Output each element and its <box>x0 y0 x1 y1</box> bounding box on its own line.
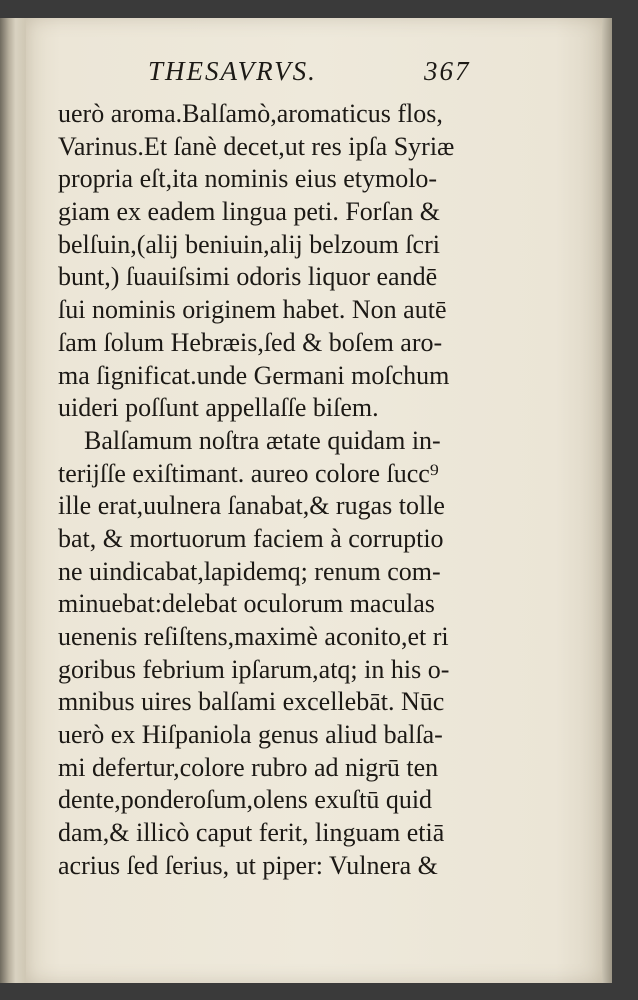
text-line: ſam ſolum Hebræis,ſed & boſem aro- <box>58 327 443 357</box>
page-number: 367 <box>424 56 471 86</box>
text-line: uenenis reſiſtens,maximè aconito,et ri <box>58 622 449 651</box>
text-line: Varinus.Et ſanè decet,ut res ipſa Syriæ <box>58 131 455 161</box>
text-line: dam,& illicò caput ferit, linguam etiā <box>58 818 445 848</box>
body-text <box>58 98 470 883</box>
text-line: ne uindicabat,lapidemq; renum com- <box>58 556 441 586</box>
text-line: giam ex eadem lingua peti. Forſan & <box>58 197 440 227</box>
text-line: ma ſignificat.unde Germani moſchum <box>58 360 450 390</box>
text-line: mi defertur,colore rubro ad nigrū ten <box>58 752 439 782</box>
text-line: propria eſt,ita nominis eius etymolo- <box>58 164 438 194</box>
text-line: ſui nominis originem habet. Non autē <box>58 295 447 325</box>
running-header <box>148 56 471 94</box>
running-title: THESAVRVS. <box>148 56 317 86</box>
text-line: bunt,) ſuauiſsimi odoris liquor eandē <box>58 262 438 292</box>
text-line: dente,ponderoſum,olens exuſtū quid <box>58 785 433 815</box>
paragraph-start-line: Balſamum noſtra ætate quidam in- <box>84 425 441 455</box>
book-right-edge <box>602 18 612 983</box>
text-line: minuebat:delebat oculorum maculas <box>58 589 435 619</box>
text-line: uerò ex Hiſpaniola genus aliud balſa- <box>58 720 443 750</box>
text-line: mnibus uires balſami excellebāt. Nūc <box>58 687 445 717</box>
text-line: ille erat,uulnera ſanabat,& rugas tolle <box>58 491 445 521</box>
text-line: uideri poſſunt appellaſſe biſem. <box>58 393 379 423</box>
text-line: uerò aroma.Balſamò,aromaticus flos, <box>58 99 443 128</box>
text-line: acrius ſed ſerius, ut piper: Vulnera & <box>58 850 438 880</box>
book-left-edge <box>0 18 27 983</box>
text-line: bat, & mortuorum faciem à corruptio <box>58 523 444 553</box>
text-line: terijſſe exiſtimant. aureo colore ſucc⁹ <box>58 458 439 488</box>
text-line: goribus febrium ipſarum,atq; in his o- <box>58 654 450 684</box>
text-line: belſuin,(alij beniuin,alij belzoum ſcri <box>58 229 440 259</box>
